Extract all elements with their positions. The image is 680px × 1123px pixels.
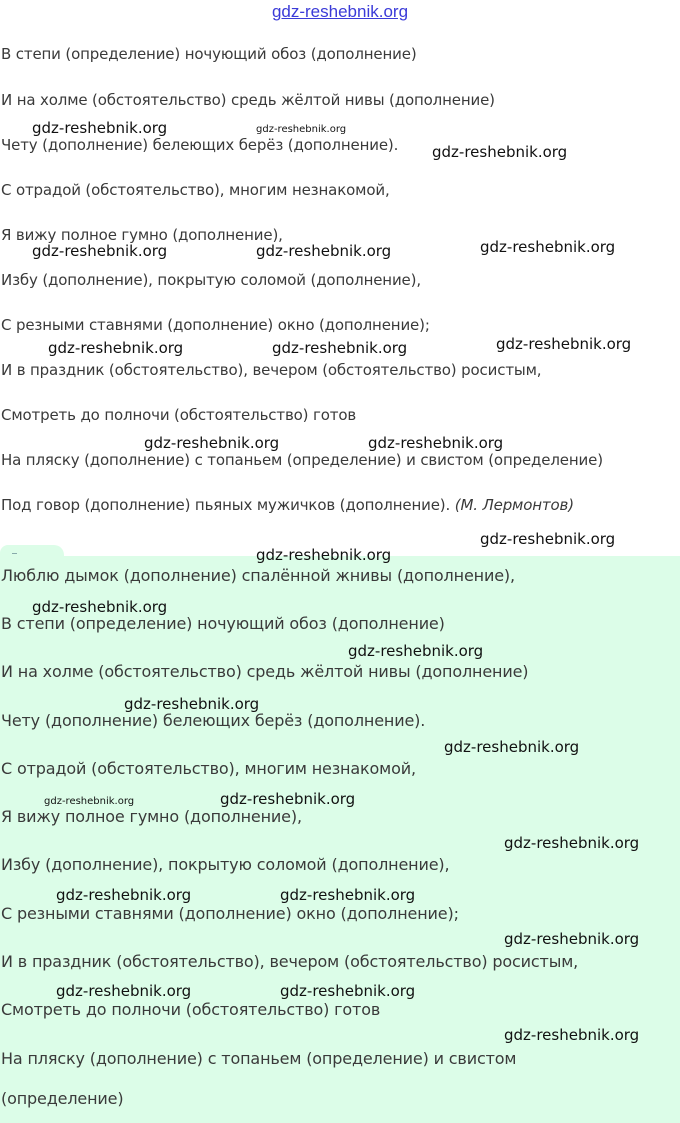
poem-line: И на холме (обстоятельство) средь жёлтой нивы (дополнение) xyxy=(1,91,495,109)
watermark: gdz-reshebnik.org xyxy=(32,598,168,616)
watermark: gdz-reshebnik.org xyxy=(256,124,347,135)
poem-line: Я вижу полное гумно (дополнение), xyxy=(1,226,283,244)
watermark: gdz-reshebnik.org xyxy=(432,143,568,161)
panel-mark xyxy=(12,553,17,554)
answer-line: Смотреть до полночи (обстоятельство) готов xyxy=(1,1000,381,1019)
watermark: gdz-reshebnik.org xyxy=(504,834,640,852)
watermark: gdz-reshebnik.org xyxy=(480,238,616,256)
watermark: gdz-reshebnik.org xyxy=(496,335,632,353)
watermark: gdz-reshebnik.org xyxy=(32,119,168,137)
poem-line xyxy=(1,496,574,514)
poem-author: (М. Лермонтов) xyxy=(454,496,574,514)
watermark: gdz-reshebnik.org xyxy=(32,242,168,260)
poem-line: В степи (определение) ночующий обоз (дополнение) xyxy=(1,45,417,63)
watermark: gdz-reshebnik.org xyxy=(368,434,504,452)
answer-line: С отрадой (обстоятельство), многим незнакомой, xyxy=(1,759,416,778)
watermark: gdz-reshebnik.org xyxy=(44,796,135,807)
watermark: gdz-reshebnik.org xyxy=(48,339,184,357)
answer-line: И на холме (обстоятельство) средь жёлтой нивы (дополнение) xyxy=(1,662,529,681)
watermark: gdz-reshebnik.org xyxy=(56,886,192,904)
watermark: gdz-reshebnik.org xyxy=(504,930,640,948)
watermark: gdz-reshebnik.org xyxy=(348,642,484,660)
site-link[interactable]: gdz-reshebnik.org xyxy=(271,2,409,21)
answer-line: Избу (дополнение), покрытую соломой (дополнение), xyxy=(1,855,450,874)
poem-line: Чету (дополнение) белеющих берёз (дополнение). xyxy=(1,136,399,154)
answer-line: С резными ставнями (дополнение) окно (дополнение); xyxy=(1,904,459,923)
watermark: gdz-reshebnik.org xyxy=(480,530,616,548)
answer-line: Я вижу полное гумно (дополнение), xyxy=(1,807,302,826)
answer-line: Чету (дополнение) белеющих берёз (дополнение). xyxy=(1,711,426,730)
poem-line: С резными ставнями (дополнение) окно (дополнение); xyxy=(1,316,430,334)
answer-line: И в праздник (обстоятельство), вечером (обстоятельство) росистым, xyxy=(1,952,579,971)
poem-line: И в праздник (обстоятельство), вечером (обстоятельство) росистым, xyxy=(1,361,542,379)
watermark: gdz-reshebnik.org xyxy=(280,982,416,1000)
watermark: gdz-reshebnik.org xyxy=(220,790,356,808)
watermark: gdz-reshebnik.org xyxy=(256,242,392,260)
answer-line: (определение) xyxy=(1,1089,124,1108)
poem-line-text: Под говор (дополнение) пьяных мужичков (дополнение). xyxy=(1,496,451,514)
poem-line: Смотреть до полночи (обстоятельство) готов xyxy=(1,406,357,424)
answer-line: В степи (определение) ночующий обоз (дополнение) xyxy=(1,614,445,633)
watermark: gdz-reshebnik.org xyxy=(124,695,260,713)
poem-line: С отрадой (обстоятельство), многим незнакомой, xyxy=(1,181,390,199)
watermark: gdz-reshebnik.org xyxy=(272,339,408,357)
watermark: gdz-reshebnik.org xyxy=(144,434,280,452)
watermark: gdz-reshebnik.org xyxy=(444,738,580,756)
poem-line: Избу (дополнение), покрытую соломой (дополнение), xyxy=(1,271,421,289)
answer-line: Люблю дымок (дополнение) спалённой жнивы (дополнение), xyxy=(1,566,515,585)
poem-line: На пляску (дополнение) с топаньем (определение) и свистом (определение) xyxy=(1,451,603,469)
watermark: gdz-reshebnik.org xyxy=(56,982,192,1000)
answer-line: На пляску (дополнение) с топаньем (определение) и свистом xyxy=(1,1049,517,1068)
watermark: gdz-reshebnik.org xyxy=(280,886,416,904)
watermark: gdz-reshebnik.org xyxy=(504,1026,640,1044)
watermark: gdz-reshebnik.org xyxy=(256,546,392,564)
